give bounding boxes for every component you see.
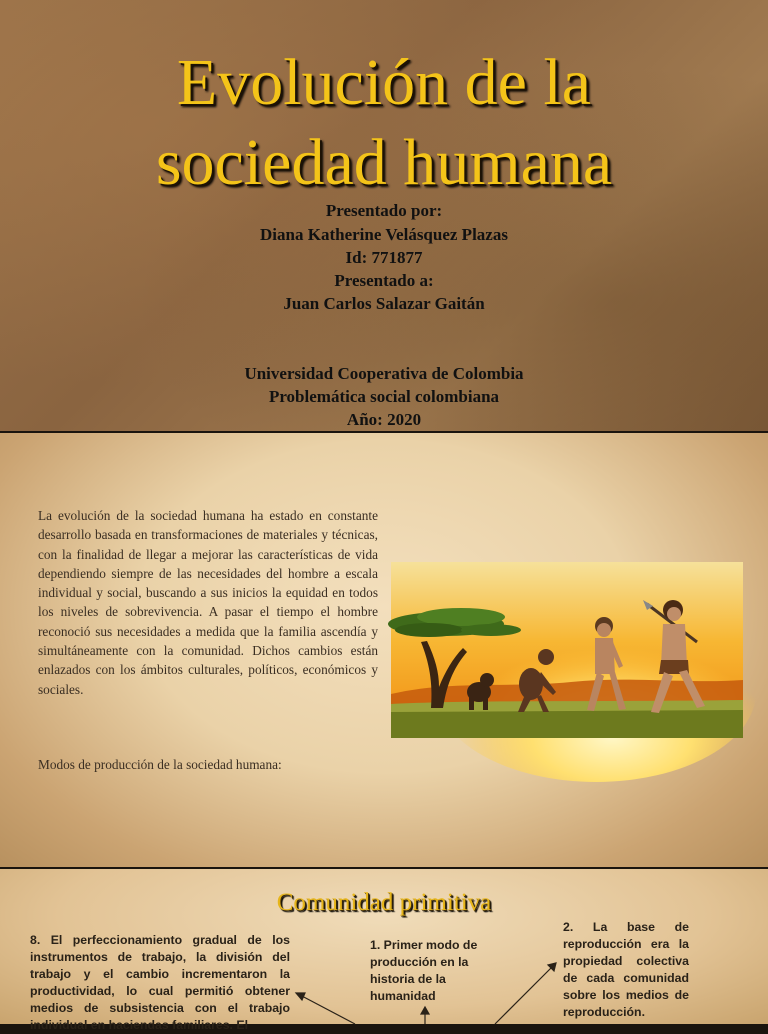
course-name: Problemática social colombiana bbox=[268, 387, 500, 406]
section-heading: Comunidad primitiva bbox=[276, 889, 492, 916]
arrow-left-icon bbox=[296, 993, 305, 1000]
title-line-1: Evolución de la bbox=[176, 46, 592, 119]
presented-to-label: Presentado a: bbox=[334, 271, 434, 290]
arrow-up-icon bbox=[421, 1007, 429, 1014]
author-name: Diana Katherine Velásquez Plazas bbox=[260, 225, 508, 244]
author-id: Id: 771877 bbox=[345, 248, 423, 267]
point-8-text: 8. El perfeccionamiento gradual de los instrumentos de trabajo, la división del trabajo y el cambio incrementaron la productividad, lo cual permitió obtener medios de subsistencia con el trabajo individual en haciendas familiares. El bbox=[30, 933, 290, 1032]
presented-by-label: Presentado por: bbox=[325, 201, 443, 220]
teacher-name: Juan Carlos Salazar Gaitán bbox=[283, 294, 485, 313]
point-2-text: 2. La base de reproducción era la propiedad colectiva de cada comunidad sobre los medios de reproducción. bbox=[563, 920, 689, 1019]
human-evolution-illustration bbox=[391, 562, 743, 738]
connector-arrows bbox=[0, 869, 768, 1024]
year-line: Año: 2020 bbox=[346, 410, 422, 429]
title-slide bbox=[0, 0, 768, 431]
title-line-2: sociedad humana bbox=[155, 126, 613, 199]
point-1-text: 1. Primer modo de producción en la historia de la humanidad bbox=[370, 938, 478, 1003]
university-name: Universidad Cooperativa de Colombia bbox=[244, 364, 524, 383]
production-modes-line: Modos de producción de la sociedad humana: bbox=[38, 757, 282, 772]
intro-paragraph: La evolución de la sociedad humana ha estado en constante desarrollo basada en transformaciones de materiales y técnicas, con la finalidad de llegar a mejorar las características de vida dependiendo siempre de las necesidades del hombre a escala individual y social, buscando a sus inicios la equidad en todos los niveles de sobrevivencia. A pasar el tiempo el hombre reconoció sus necesidades a medida que la familia ascendía y simultáneamente con la comunidad. Dichos cambios están enlazados con los ámbitos culturales, políticos, económicos y sociales. bbox=[38, 508, 378, 697]
